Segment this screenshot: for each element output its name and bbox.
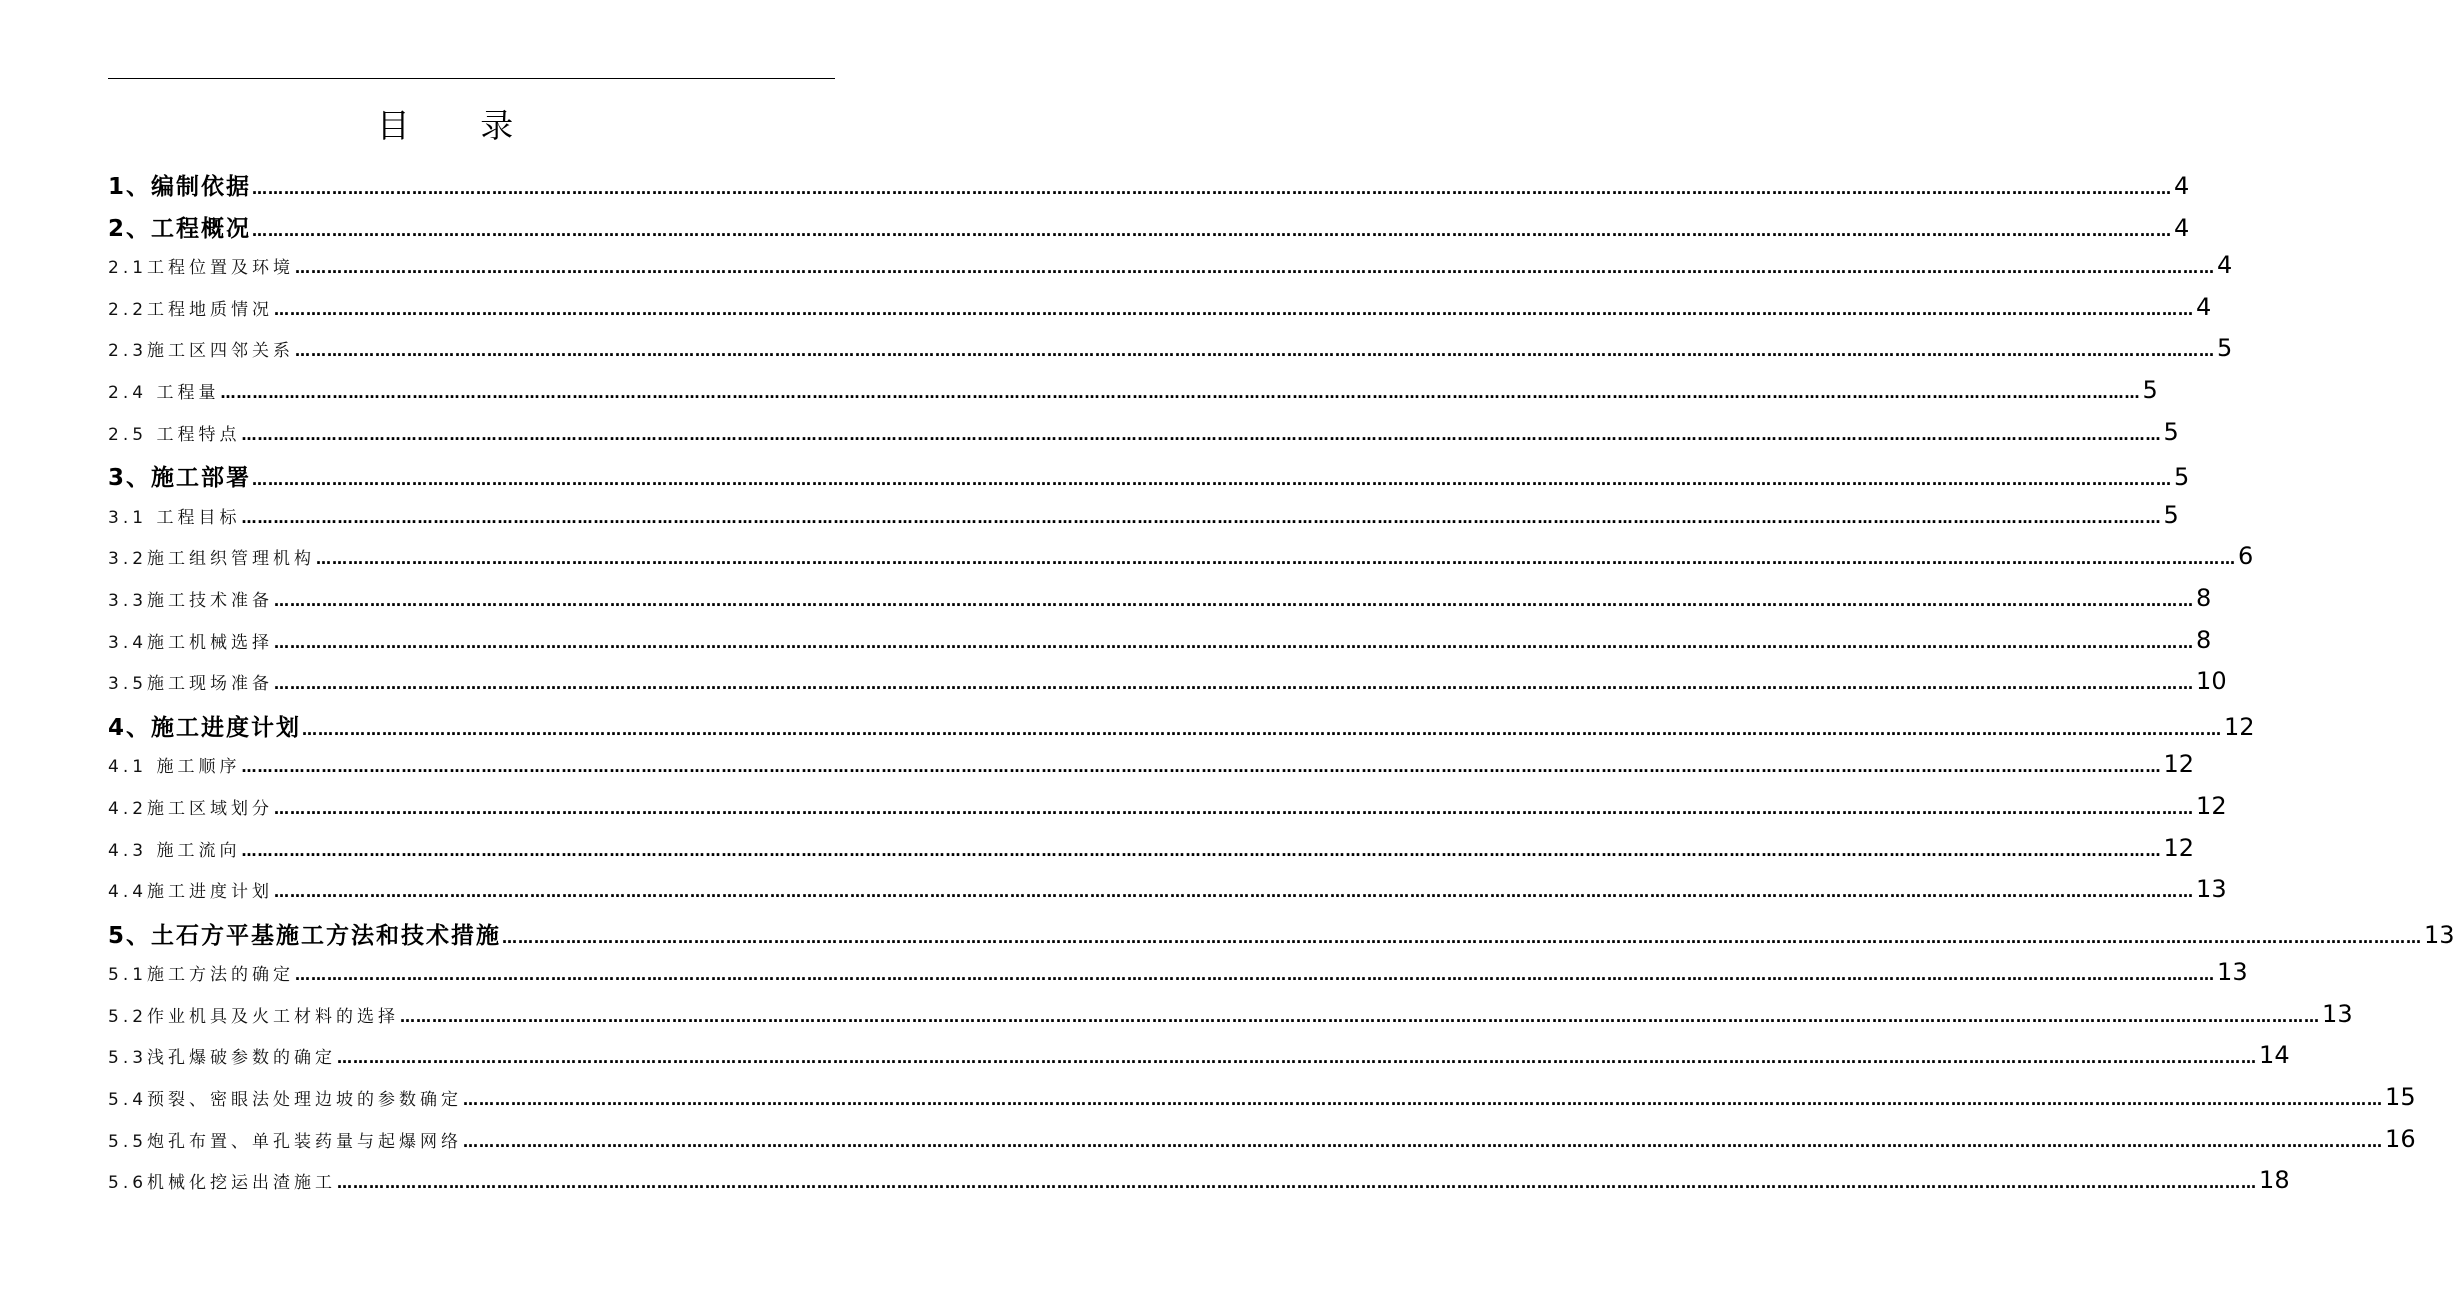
dot-leader: ……………………………………………………………………………………………………………………………………………………………………………………………………………………………………………………………………………………………………………………………… [502,928,2423,947]
toc-entry-label: 5.2作业机具及火工材料的选择 [108,1006,400,1027]
dot-leader: ……………………………………………………………………………………………………………………………………………………………………………………………………………………………………………………………………………………………………………………………… [295,342,2216,361]
toc-entry[interactable] [108,168,2190,210]
toc-title: 目 录 [376,106,544,145]
dot-leader: ……………………………………………………………………………………………………………………………………………………………………………………………………………………………………………………………………………………………………………………………… [274,675,2195,694]
toc-entry-label: 4、施工进度计划 [108,714,302,741]
toc-entry[interactable] [108,210,2190,252]
dot-leader: ……………………………………………………………………………………………………………………………………………………………………………………………………………………………………………………………………………………………………………………………… [400,1007,2321,1026]
toc-entry[interactable] [108,958,2248,1000]
toc-entry-label: 3.1 工程目标 [108,507,241,528]
toc-entry-page-number: 8 [2196,625,2212,654]
toc-entry-label: 2.5 工程特点 [108,424,241,445]
dot-leader: ……………………………………………………………………………………………………………………………………………………………………………………………………………………………………………………………………………………………………………………………… [337,1049,2258,1068]
toc-entry-page-number: 14 [2259,1041,2290,1070]
toc-entry-page-number: 5 [2174,463,2190,492]
toc-entry-page-number: 12 [2196,791,2227,820]
toc-entry[interactable] [108,500,2179,543]
toc-entry-label: 2.3施工区四邻关系 [108,341,295,362]
toc-entry-label: 5.1施工方法的确定 [108,965,295,986]
dot-leader: ……………………………………………………………………………………………………………………………………………………………………………………………………………………………………………………………………………………………………………………………… [241,758,2162,777]
dot-leader: ……………………………………………………………………………………………………………………………………………………………………………………………………………………………………………………………………………………………………………………………… [463,1132,2384,1151]
toc-entry-label: 2、工程概况 [108,215,252,242]
dot-leader: ……………………………………………………………………………………………………………………………………………………………………………………………………………………………………………………………………………………………………………………………… [316,550,2237,569]
toc-entry-page-number: 5 [2142,375,2158,404]
toc-entry[interactable] [108,1124,2416,1167]
toc-entry[interactable] [108,251,2233,293]
toc-entry-page-number: 16 [2385,1124,2416,1153]
table-of-contents [108,168,2455,1208]
toc-entry-label: 3.5施工现场准备 [108,674,274,695]
toc-entry-label: 3.4施工机械选择 [108,632,274,653]
toc-entry[interactable] [108,292,2212,335]
dot-leader: ……………………………………………………………………………………………………………………………………………………………………………………………………………………………………………………………………………………………………………………………… [252,221,2173,240]
toc-entry-page-number: 8 [2196,583,2212,612]
toc-entry-page-number: 15 [2385,1083,2416,1112]
toc-entry[interactable] [108,999,2353,1042]
toc-entry-label: 3、施工部署 [108,465,252,492]
toc-entry-label: 4.3 施工流向 [108,840,241,861]
toc-entry-label: 5.3浅孔爆破参数的确定 [108,1048,337,1069]
toc-entry-page-number: 4 [2217,251,2233,280]
dot-leader: ……………………………………………………………………………………………………………………………………………………………………………………………………………………………………………………………………………………………………………………………… [295,966,2216,985]
toc-entry-page-number: 12 [2163,833,2194,862]
dot-leader: ……………………………………………………………………………………………………………………………………………………………………………………………………………………………………………………………………………………………………………………………… [295,259,2216,278]
dot-leader: ……………………………………………………………………………………………………………………………………………………………………………………………………………………………………………………………………………………………………………………………… [463,1091,2384,1110]
toc-entry[interactable] [108,791,2227,834]
dot-leader: ……………………………………………………………………………………………………………………………………………………………………………………………………………………………………………………………………………………………………………………………… [241,425,2162,444]
toc-entry[interactable] [108,1166,2290,1208]
toc-entry[interactable] [108,459,2190,501]
toc-entry-page-number: 13 [2322,999,2353,1028]
toc-entry-label: 4.4施工进度计划 [108,882,274,903]
toc-entry-label: 5.5炮孔布置、单孔装药量与起爆网络 [108,1131,463,1152]
dot-leader: ……………………………………………………………………………………………………………………………………………………………………………………………………………………………………………………………………………………………………………………………… [274,300,2195,319]
toc-entry-label: 5、土石方平基施工方法和技术措施 [108,922,502,949]
dot-leader: ……………………………………………………………………………………………………………………………………………………………………………………………………………………………………………………………………………………………………………………………… [252,471,2173,490]
toc-entry-page-number: 13 [2196,875,2227,904]
dot-leader: ……………………………………………………………………………………………………………………………………………………………………………………………………………………………………………………………………………………………………………………………… [252,180,2173,198]
toc-entry-label: 3.2施工组织管理机构 [108,549,316,570]
toc-entry-page-number: 10 [2196,667,2227,696]
toc-entry-page-number: 13 [2217,958,2248,987]
toc-entry-page-number: 12 [2224,712,2255,741]
toc-entry-label: 4.1 施工顺序 [108,757,241,778]
toc-entry-label: 2.2工程地质情况 [108,299,274,320]
toc-entry[interactable] [108,709,2255,751]
toc-entry[interactable] [108,625,2212,668]
dot-leader: ……………………………………………………………………………………………………………………………………………………………………………………………………………………………………………………………………………………………………………………………… [337,1174,2258,1193]
toc-entry-page-number: 4 [2174,213,2190,242]
toc-entry-page-number: 5 [2163,417,2179,446]
toc-entry[interactable] [108,875,2227,917]
toc-entry[interactable] [108,750,2194,792]
toc-entry-page-number: 18 [2259,1166,2290,1195]
toc-entry-label: 1、编制依据 [108,174,252,200]
toc-entry-page-number: 5 [2217,334,2233,363]
toc-entry-label: 3.3施工技术准备 [108,590,274,611]
toc-entry-page-number: 6 [2238,542,2254,571]
toc-entry-page-number: 13 [2424,920,2455,949]
dot-leader: ……………………………………………………………………………………………………………………………………………………………………………………………………………………………………………………………………………………………………………………………… [302,720,2223,739]
dot-leader: ……………………………………………………………………………………………………………………………………………………………………………………………………………………………………………………………………………………………………………………………… [274,591,2195,610]
toc-entry[interactable] [108,334,2233,376]
toc-entry-label: 5.4预裂、密眼法处理边坡的参数确定 [108,1090,463,1111]
toc-entry[interactable] [108,583,2212,626]
toc-entry-label: 2.1工程位置及环境 [108,258,295,279]
dot-leader: ……………………………………………………………………………………………………………………………………………………………………………………………………………………………………………………………………………………………………………………………… [241,508,2162,527]
toc-entry[interactable] [108,375,2158,418]
dot-leader: ……………………………………………………………………………………………………………………………………………………………………………………………………………………………………………………………………………………………………………………………… [220,383,2141,402]
dot-leader: ……………………………………………………………………………………………………………………………………………………………………………………………………………………………………………………………………………………………………………………………… [274,633,2195,652]
dot-leader: ……………………………………………………………………………………………………………………………………………………………………………………………………………………………………………………………………………………………………………………………… [241,841,2162,860]
toc-entry-label: 5.6机械化挖运出渣施工 [108,1173,337,1194]
toc-entry[interactable] [108,1083,2416,1125]
header-rule [108,78,835,79]
toc-entry[interactable] [108,833,2194,876]
toc-entry[interactable] [108,667,2227,709]
dot-leader: ……………………………………………………………………………………………………………………………………………………………………………………………………………………………………………………………………………………………………………………………… [274,799,2195,818]
toc-entry-page-number: 4 [2174,172,2190,200]
toc-entry[interactable] [108,542,2254,584]
toc-entry-page-number: 4 [2196,292,2212,321]
toc-entry-page-number: 5 [2163,500,2179,529]
toc-entry[interactable] [108,417,2179,460]
toc-entry[interactable] [108,1041,2290,1083]
dot-leader: ……………………………………………………………………………………………………………………………………………………………………………………………………………………………………………………………………………………………………………………………… [274,883,2195,902]
toc-entry-label: 2.4 工程量 [108,382,220,403]
toc-entry-page-number: 12 [2163,750,2194,779]
toc-entry[interactable] [108,917,2455,959]
toc-entry-label: 4.2施工区域划分 [108,798,274,819]
